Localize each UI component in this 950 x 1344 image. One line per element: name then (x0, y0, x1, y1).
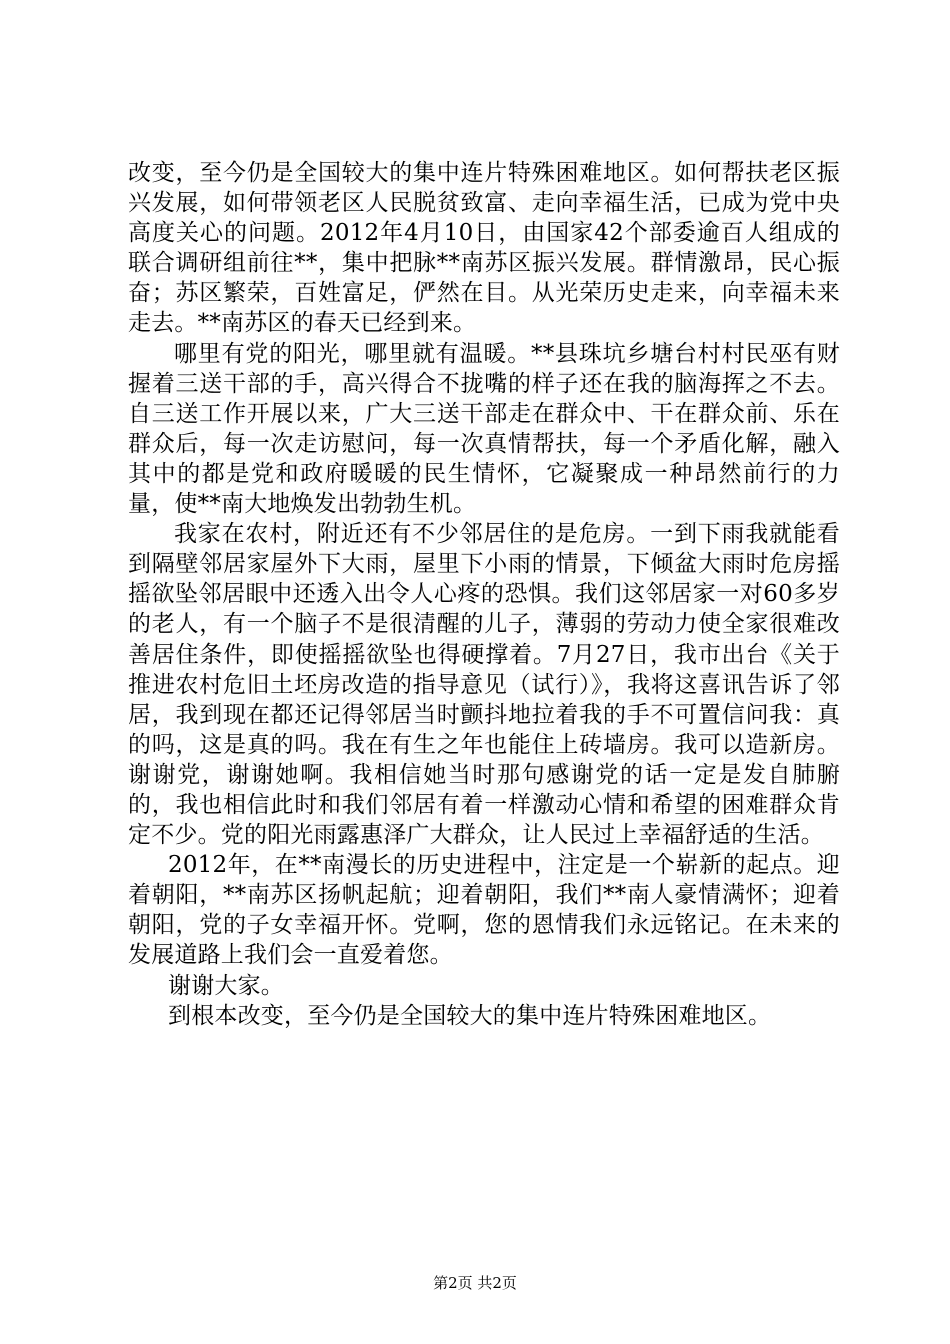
paragraph-1: 改变，至今仍是全国较大的集中连片特殊困难地区。如何帮扶老区振兴发展，如何带领老区人民脱贫致富、走向幸福生活，已成为党中央高度关心的问题。2012年4月10日，由国家42个部委逾百人组成的联合调研组前往**，集中把脉**南苏区振兴发展。群情激昂，民心振奋；苏区繁荣，百姓富足，俨然在目。从光荣历史走来，向幸福未来走去。**南苏区的春天已经到来。 (128, 160, 840, 337)
paragraph-2: 哪里有党的阳光，哪里就有温暖。**县珠坑乡塘台村村民巫有财握着三送干部的手，高兴得合不拢嘴的样子还在我的脑海挥之不去。自三送工作开展以来，广大三送干部走在群众中、干在群众前、乐在群众后，每一次走访慰问，每一次真情帮扶，每一个矛盾化解，融入其中的都是党和政府暖暖的民生情怀，它凝聚成一种昂然前行的力量，使**南大地焕发出勃勃生机。 (128, 340, 840, 518)
paragraph-3: 我家在农村，附近还有不少邻居住的是危房。一到下雨我就能看到隔壁邻居家屋外下大雨，屋里下小雨的情景，下倾盆大雨时危房摇摇欲坠邻居眼中还透入出令人心疼的恐惧。我们这邻居家一对60多岁的老人，有一个脑子不是很清醒的儿子，薄弱的劳动力使全家很难改善居住条件，即使摇摇欲坠也得硬撑着。7月27日，我市出台《关于推进农村危旧土坯房改造的指导意见（试行）》，我将这喜讯告诉了邻居，我到现在都还记得邻居当时颤抖地拉着我的手不可置信问我：真的吗，这是真的吗。我在有生之年也能住上砖墙房。我可以造新房。谢谢党，谢谢她啊。我相信她当时那句感谢党的话一定是发自肺腑的，我也相信此时和我们邻居有着一样激动心情和希望的困难群众肯定不少。党的阳光雨露惠泽广大群众，让人民过上幸福舒适的生活。 (128, 521, 840, 849)
paragraph-4: 2012年，在**南漫长的历史进程中，注定是一个崭新的起点。迎着朝阳，**南苏区扬帆起航；迎着朝阳，我们**南人豪情满怀；迎着朝阳，党的子女幸福开怀。党啊，您的恩情我们永远铭记。在未来的发展道路上我们会一直爱着您。 (128, 852, 840, 969)
page-footer: 第2页 共2页 (433, 1274, 517, 1292)
document-body (128, 158, 840, 1031)
paragraph-5: 谢谢大家。 (168, 972, 284, 999)
paragraph-6: 到根本改变，至今仍是全国较大的集中连片特殊困难地区。 (168, 1002, 772, 1029)
